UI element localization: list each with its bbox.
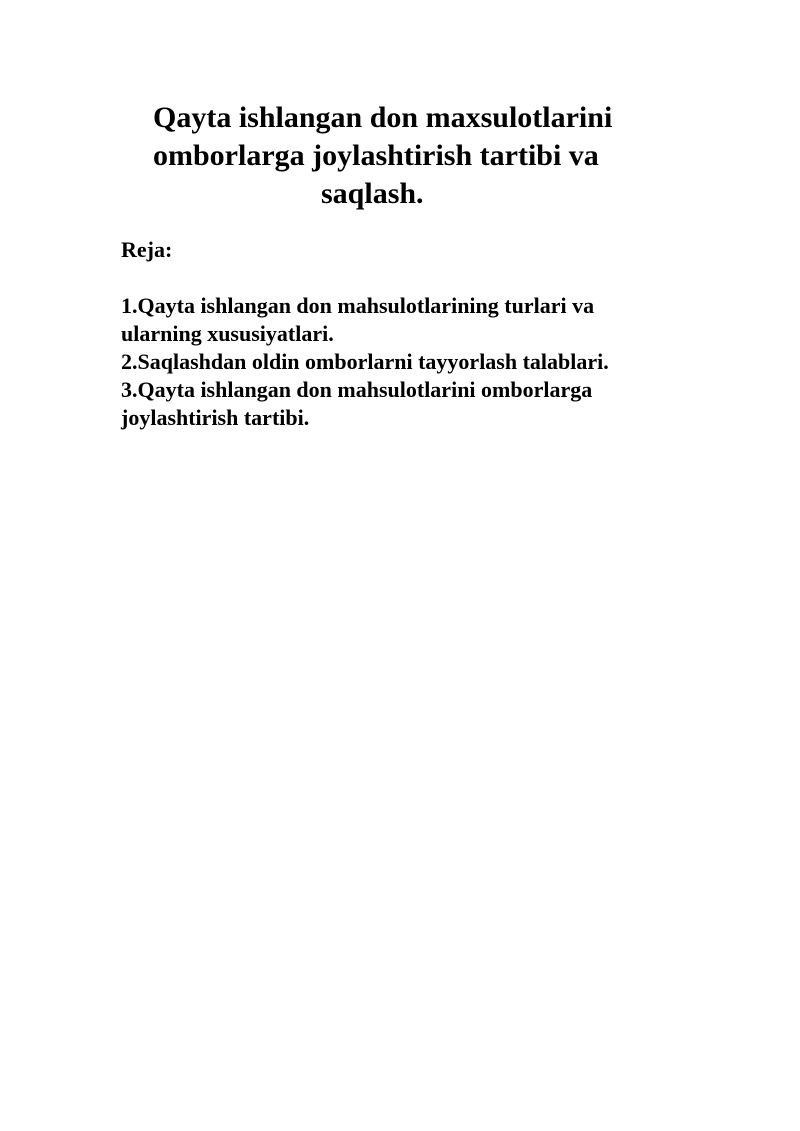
plan-line-1: 1.Qayta ishlangan don mahsulotlarining turlari va [121, 293, 595, 318]
plan-line-5: joylashtirish tartibi. [121, 405, 310, 430]
title-line-2: omborlarga joylashtirish tartibi va [153, 139, 599, 172]
plan-line-3: 2.Saqlashdan oldin omborlarni tayyorlash talablari. [121, 349, 609, 374]
plan-line-4: 3.Qayta ishlangan don mahsulotlarini omborlarga [121, 377, 593, 402]
plan-heading: Reja: [121, 237, 173, 262]
plan-list [121, 292, 721, 432]
title-line-1: Qayta ishlangan don maxsulotlarini [153, 101, 613, 134]
title-line-3: saqlash. [321, 177, 424, 210]
plan-line-2: ularning xususiyatlari. [121, 321, 334, 346]
